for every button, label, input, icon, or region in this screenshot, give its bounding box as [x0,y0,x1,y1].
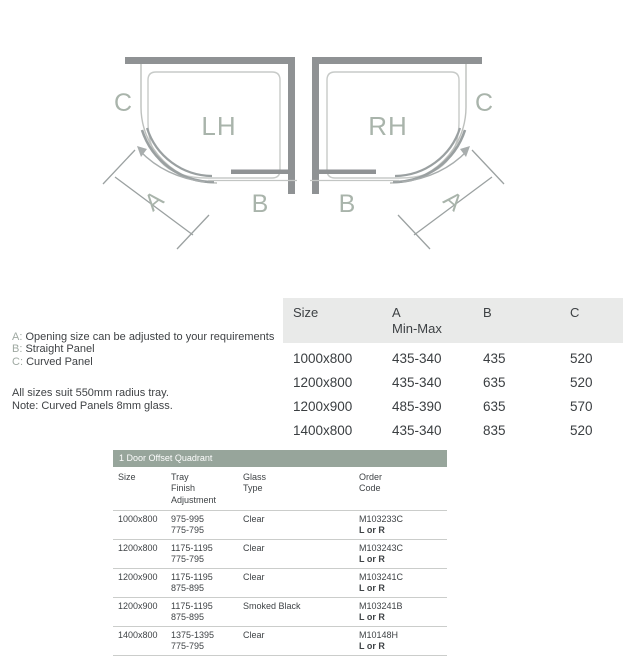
order-table-title-band: 1 Door Offset Quadrant [113,450,447,467]
lh-label-b: B [251,190,269,218]
tray-line: 1175-1195 [171,571,213,582]
header-line: Size [293,305,319,320]
cell-size: 1200x900 [118,571,158,582]
rh-quadrant-diagram [302,45,512,250]
cell-order-code [359,572,447,595]
header-line: C [570,305,580,320]
key-text: Curved Panel [26,355,93,368]
cell-order-code [359,543,447,566]
size-table-header-a [392,305,483,337]
notes-extra [12,387,292,412]
size-table-row [283,346,623,370]
key-letter: C: [12,355,23,368]
order-table-header [113,467,447,510]
cell-size: 1200x800 [293,374,353,390]
order-code: M103241C [359,571,404,582]
lh-label-c: C [113,89,133,117]
rh-label-b: B [338,190,356,218]
header-line: Type [243,483,263,493]
key-letter: A: [12,331,23,343]
tray-line: 1175-1195 [171,600,213,611]
header-line: Min-Max [392,321,442,336]
key-line-c [12,356,292,368]
lh-label-center: LH [201,111,237,141]
order-code: M103241B [359,600,403,611]
tray-line: 1175-1195 [171,542,213,553]
tray-line: 775-795 [171,554,205,564]
cell-c: 520 [570,374,593,390]
order-lr: L or R [359,525,385,535]
order-header-glass [243,472,359,507]
cell-order-code [359,514,447,537]
order-header-size [118,472,171,507]
cell-b: 835 [483,422,506,438]
order-table-row [113,597,447,626]
header-line: Order [359,471,383,482]
dimension-tick-end [177,215,209,249]
cell-size: 1200x800 [118,542,158,553]
cell-size: 1400x800 [293,422,353,438]
straight-panel-bar [231,170,288,175]
cell-size: 1400x800 [118,629,158,640]
cell-a: 485-390 [392,398,442,414]
tray-line: 975-995 [171,513,205,524]
swing-arrow-icon [137,146,147,157]
cell-a: 435-340 [392,374,442,390]
order-lr: L or R [359,641,385,651]
order-table-row [113,626,447,655]
cell-tray [171,601,243,624]
cell-b: 635 [483,398,506,414]
order-header-code [359,472,447,507]
tray-line: 1375-1395 [171,629,215,640]
header-line: Finish [171,483,196,493]
quadrant-geometry [103,57,297,249]
tray-line: 775-795 [171,641,205,651]
size-table-row [283,418,623,442]
size-table-header-b [483,305,570,337]
cell-a: 435-340 [392,422,442,438]
cell-glass: Smoked Black [243,600,301,611]
size-table [283,298,623,442]
cell-tray [171,630,243,653]
cell-size: 1200x900 [118,600,158,611]
rh-label-a: A [438,185,468,217]
order-header-tray [171,472,243,507]
cell-order-code [359,601,447,624]
cell-order-code [359,630,447,653]
notes-block [12,331,292,412]
order-table-row [113,568,447,597]
order-lr: L or R [359,583,385,593]
cell-tray [171,543,243,566]
order-code: M10148H [359,629,399,640]
order-table-row [113,539,447,568]
cell-c: 520 [570,422,593,438]
rh-mirrored-geometry [310,57,504,249]
cell-a: 435-340 [392,350,442,366]
size-table-header-c [570,305,623,337]
key-text: Opening size can be adjusted to your requirements [25,331,275,343]
note-glass: Note: Curved Panels 8mm glass. [12,399,173,412]
cell-tray [171,514,243,537]
header-line: Code [359,483,381,493]
cell-size: 1000x800 [118,513,158,524]
size-table-header-size [293,305,392,337]
lh-label-a: A [139,185,169,217]
tray-line: 875-895 [171,583,205,593]
key-letter: B: [12,343,23,356]
note-tray-radius: All sizes suit 550mm radius tray. [12,387,169,400]
dimension-tick-start [103,150,135,184]
size-table-row [283,370,623,394]
cell-glass: Clear [243,571,265,582]
wall-top-bar [125,57,295,64]
size-table-body [283,346,623,442]
header-line: A [392,305,401,320]
cell-glass: Clear [243,513,265,524]
order-table-row [113,510,447,539]
cell-size: 1200x900 [293,398,353,414]
lh-quadrant-diagram [95,45,305,250]
key-line-a [12,331,292,343]
tray-line: 875-895 [171,612,205,622]
cell-glass: Clear [243,629,265,640]
header-line: Glass [243,471,267,482]
order-code: M103233C [359,513,404,524]
cell-b: 435 [483,350,506,366]
wall-side-bar [288,57,295,194]
size-table-header [283,298,623,343]
order-table [113,450,447,656]
header-line: Adjustment [171,494,217,505]
size-table-row [283,394,623,418]
order-lr: L or R [359,612,385,622]
cell-glass: Clear [243,542,265,553]
rh-label-c: C [474,89,494,117]
cell-b: 635 [483,374,506,390]
order-lr: L or R [359,554,385,564]
cell-tray [171,572,243,595]
rh-label-center: RH [368,111,408,141]
key-text: Straight Panel [25,343,95,356]
cell-c: 520 [570,350,593,366]
header-line: B [483,305,492,320]
cell-size: 1000x800 [293,350,353,366]
tray-line: 775-795 [171,525,205,535]
key-line-b [12,343,292,355]
header-line: Tray [171,471,189,482]
header-line: Size [118,471,136,482]
order-code: M103243C [359,542,404,553]
cell-c: 570 [570,398,593,414]
